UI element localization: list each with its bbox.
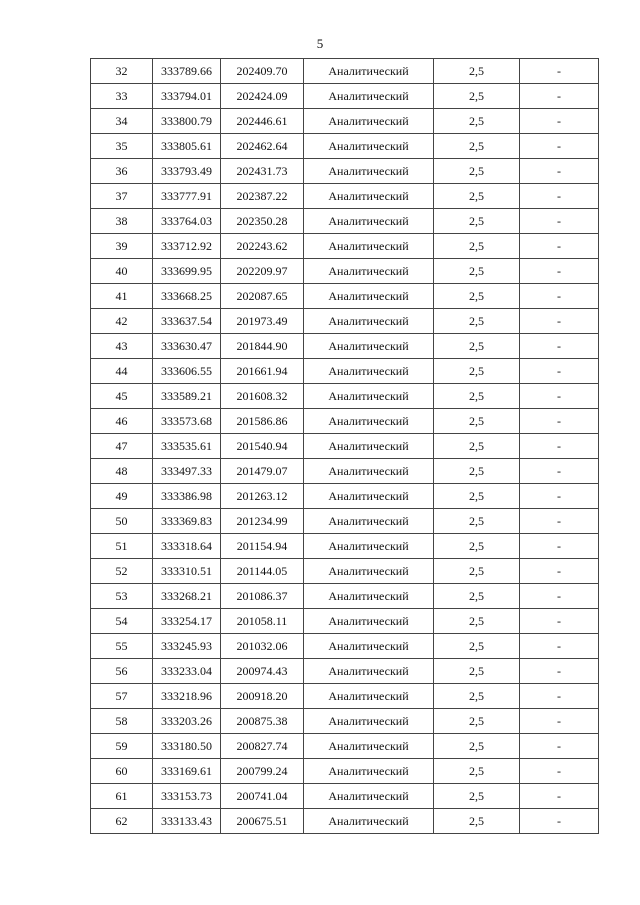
point-number-cell: 42 (91, 309, 153, 334)
accuracy-cell: 2,5 (434, 334, 520, 359)
table-row (91, 334, 599, 359)
point-number-cell: 62 (91, 809, 153, 834)
note-cell: - (520, 284, 599, 309)
method-cell: Аналитический (304, 634, 434, 659)
point-number-cell: 50 (91, 509, 153, 534)
point-number-cell: 36 (91, 159, 153, 184)
method-cell: Аналитический (304, 559, 434, 584)
note-cell: - (520, 309, 599, 334)
point-number-cell: 59 (91, 734, 153, 759)
table-row (91, 534, 599, 559)
accuracy-cell: 2,5 (434, 709, 520, 734)
y-coordinate-cell: 200741.04 (221, 784, 304, 809)
method-cell: Аналитический (304, 359, 434, 384)
table-row (91, 259, 599, 284)
x-coordinate-cell: 333497.33 (153, 459, 221, 484)
table-row (91, 684, 599, 709)
y-coordinate-cell: 201058.11 (221, 609, 304, 634)
y-coordinate-cell: 201234.99 (221, 509, 304, 534)
x-coordinate-cell: 333153.73 (153, 784, 221, 809)
x-coordinate-cell: 333764.03 (153, 209, 221, 234)
y-coordinate-cell: 201844.90 (221, 334, 304, 359)
x-coordinate-cell: 333793.49 (153, 159, 221, 184)
method-cell: Аналитический (304, 584, 434, 609)
note-cell: - (520, 659, 599, 684)
note-cell: - (520, 484, 599, 509)
y-coordinate-cell: 202424.09 (221, 84, 304, 109)
note-cell: - (520, 159, 599, 184)
y-coordinate-cell: 202446.61 (221, 109, 304, 134)
table-row (91, 284, 599, 309)
point-number-cell: 40 (91, 259, 153, 284)
y-coordinate-cell: 201479.07 (221, 459, 304, 484)
table-row (91, 459, 599, 484)
y-coordinate-cell: 202409.70 (221, 59, 304, 84)
note-cell: - (520, 134, 599, 159)
method-cell: Аналитический (304, 509, 434, 534)
note-cell: - (520, 434, 599, 459)
accuracy-cell: 2,5 (434, 509, 520, 534)
x-coordinate-cell: 333573.68 (153, 409, 221, 434)
accuracy-cell: 2,5 (434, 284, 520, 309)
method-cell: Аналитический (304, 434, 434, 459)
point-number-cell: 45 (91, 384, 153, 409)
point-number-cell: 53 (91, 584, 153, 609)
note-cell: - (520, 334, 599, 359)
point-number-cell: 39 (91, 234, 153, 259)
method-cell: Аналитический (304, 709, 434, 734)
point-number-cell: 60 (91, 759, 153, 784)
accuracy-cell: 2,5 (434, 234, 520, 259)
accuracy-cell: 2,5 (434, 384, 520, 409)
table-row (91, 134, 599, 159)
note-cell: - (520, 109, 599, 134)
method-cell: Аналитический (304, 759, 434, 784)
y-coordinate-cell: 201661.94 (221, 359, 304, 384)
y-coordinate-cell: 202209.97 (221, 259, 304, 284)
note-cell: - (520, 684, 599, 709)
table-row (91, 59, 599, 84)
point-number-cell: 38 (91, 209, 153, 234)
note-cell: - (520, 784, 599, 809)
point-number-cell: 51 (91, 534, 153, 559)
y-coordinate-cell: 200799.24 (221, 759, 304, 784)
x-coordinate-cell: 333777.91 (153, 184, 221, 209)
point-number-cell: 54 (91, 609, 153, 634)
point-number-cell: 49 (91, 484, 153, 509)
y-coordinate-cell: 202462.64 (221, 134, 304, 159)
point-number-cell: 34 (91, 109, 153, 134)
method-cell: Аналитический (304, 284, 434, 309)
point-number-cell: 57 (91, 684, 153, 709)
note-cell: - (520, 209, 599, 234)
page-number: 5 (316, 36, 324, 51)
note-cell: - (520, 459, 599, 484)
point-number-cell: 48 (91, 459, 153, 484)
x-coordinate-cell: 333318.64 (153, 534, 221, 559)
accuracy-cell: 2,5 (434, 734, 520, 759)
y-coordinate-cell: 201586.86 (221, 409, 304, 434)
method-cell: Аналитический (304, 159, 434, 184)
y-coordinate-cell: 202350.28 (221, 209, 304, 234)
point-number-cell: 35 (91, 134, 153, 159)
method-cell: Аналитический (304, 384, 434, 409)
x-coordinate-cell: 333369.83 (153, 509, 221, 534)
accuracy-cell: 2,5 (434, 434, 520, 459)
x-coordinate-cell: 333233.04 (153, 659, 221, 684)
accuracy-cell: 2,5 (434, 484, 520, 509)
accuracy-cell: 2,5 (434, 684, 520, 709)
accuracy-cell: 2,5 (434, 184, 520, 209)
note-cell: - (520, 59, 599, 84)
point-number-cell: 55 (91, 634, 153, 659)
accuracy-cell: 2,5 (434, 659, 520, 684)
accuracy-cell: 2,5 (434, 584, 520, 609)
method-cell: Аналитический (304, 409, 434, 434)
table-row (91, 759, 599, 784)
note-cell: - (520, 84, 599, 109)
note-cell: - (520, 709, 599, 734)
x-coordinate-cell: 333180.50 (153, 734, 221, 759)
note-cell: - (520, 809, 599, 834)
note-cell: - (520, 359, 599, 384)
accuracy-cell: 2,5 (434, 759, 520, 784)
y-coordinate-cell: 201263.12 (221, 484, 304, 509)
note-cell: - (520, 259, 599, 284)
y-coordinate-cell: 202087.65 (221, 284, 304, 309)
note-cell: - (520, 759, 599, 784)
y-coordinate-cell: 200875.38 (221, 709, 304, 734)
table-row (91, 809, 599, 834)
note-cell: - (520, 734, 599, 759)
point-number-cell: 43 (91, 334, 153, 359)
accuracy-cell: 2,5 (434, 159, 520, 184)
y-coordinate-cell: 202387.22 (221, 184, 304, 209)
note-cell: - (520, 559, 599, 584)
table-row (91, 734, 599, 759)
method-cell: Аналитический (304, 59, 434, 84)
y-coordinate-cell: 201032.06 (221, 634, 304, 659)
y-coordinate-cell: 201608.32 (221, 384, 304, 409)
accuracy-cell: 2,5 (434, 309, 520, 334)
method-cell: Аналитический (304, 459, 434, 484)
x-coordinate-cell: 333699.95 (153, 259, 221, 284)
x-coordinate-cell: 333712.92 (153, 234, 221, 259)
accuracy-cell: 2,5 (434, 59, 520, 84)
table-row (91, 559, 599, 584)
point-number-cell: 47 (91, 434, 153, 459)
x-coordinate-cell: 333218.96 (153, 684, 221, 709)
x-coordinate-cell: 333800.79 (153, 109, 221, 134)
accuracy-cell: 2,5 (434, 84, 520, 109)
x-coordinate-cell: 333794.01 (153, 84, 221, 109)
point-number-cell: 61 (91, 784, 153, 809)
method-cell: Аналитический (304, 684, 434, 709)
table-row (91, 784, 599, 809)
table-row (91, 159, 599, 184)
accuracy-cell: 2,5 (434, 559, 520, 584)
x-coordinate-cell: 333268.21 (153, 584, 221, 609)
x-coordinate-cell: 333668.25 (153, 284, 221, 309)
method-cell: Аналитический (304, 184, 434, 209)
y-coordinate-cell: 201086.37 (221, 584, 304, 609)
table-row (91, 184, 599, 209)
point-number-cell: 44 (91, 359, 153, 384)
y-coordinate-cell: 201973.49 (221, 309, 304, 334)
table-row (91, 709, 599, 734)
note-cell: - (520, 634, 599, 659)
table-row (91, 109, 599, 134)
table-row (91, 209, 599, 234)
point-number-cell: 52 (91, 559, 153, 584)
x-coordinate-cell: 333133.43 (153, 809, 221, 834)
table-row (91, 84, 599, 109)
method-cell: Аналитический (304, 484, 434, 509)
y-coordinate-cell: 200827.74 (221, 734, 304, 759)
point-number-cell: 32 (91, 59, 153, 84)
accuracy-cell: 2,5 (434, 259, 520, 284)
method-cell: Аналитический (304, 734, 434, 759)
point-number-cell: 46 (91, 409, 153, 434)
x-coordinate-cell: 333606.55 (153, 359, 221, 384)
accuracy-cell: 2,5 (434, 409, 520, 434)
accuracy-cell: 2,5 (434, 459, 520, 484)
accuracy-cell: 2,5 (434, 134, 520, 159)
y-coordinate-cell: 200918.20 (221, 684, 304, 709)
table-row (91, 634, 599, 659)
x-coordinate-cell: 333203.26 (153, 709, 221, 734)
method-cell: Аналитический (304, 109, 434, 134)
note-cell: - (520, 384, 599, 409)
y-coordinate-cell: 201154.94 (221, 534, 304, 559)
point-number-cell: 41 (91, 284, 153, 309)
point-number-cell: 33 (91, 84, 153, 109)
method-cell: Аналитический (304, 334, 434, 359)
note-cell: - (520, 509, 599, 534)
table-row (91, 409, 599, 434)
y-coordinate-cell: 202243.62 (221, 234, 304, 259)
y-coordinate-cell: 200675.51 (221, 809, 304, 834)
method-cell: Аналитический (304, 659, 434, 684)
accuracy-cell: 2,5 (434, 359, 520, 384)
method-cell: Аналитический (304, 309, 434, 334)
method-cell: Аналитический (304, 609, 434, 634)
y-coordinate-cell: 201144.05 (221, 559, 304, 584)
accuracy-cell: 2,5 (434, 534, 520, 559)
table-row (91, 384, 599, 409)
y-coordinate-cell: 200974.43 (221, 659, 304, 684)
x-coordinate-cell: 333589.21 (153, 384, 221, 409)
point-number-cell: 58 (91, 709, 153, 734)
x-coordinate-cell: 333245.93 (153, 634, 221, 659)
note-cell: - (520, 609, 599, 634)
table-row (91, 484, 599, 509)
method-cell: Аналитический (304, 84, 434, 109)
note-cell: - (520, 409, 599, 434)
table-row (91, 309, 599, 334)
y-coordinate-cell: 201540.94 (221, 434, 304, 459)
x-coordinate-cell: 333386.98 (153, 484, 221, 509)
method-cell: Аналитический (304, 809, 434, 834)
x-coordinate-cell: 333169.61 (153, 759, 221, 784)
point-number-cell: 56 (91, 659, 153, 684)
accuracy-cell: 2,5 (434, 109, 520, 134)
coordinates-table (90, 58, 599, 834)
accuracy-cell: 2,5 (434, 634, 520, 659)
x-coordinate-cell: 333630.47 (153, 334, 221, 359)
table-row (91, 359, 599, 384)
x-coordinate-cell: 333637.54 (153, 309, 221, 334)
table-row (91, 609, 599, 634)
table-row (91, 584, 599, 609)
method-cell: Аналитический (304, 134, 434, 159)
note-cell: - (520, 534, 599, 559)
table-body (91, 59, 599, 834)
accuracy-cell: 2,5 (434, 609, 520, 634)
method-cell: Аналитический (304, 209, 434, 234)
point-number-cell: 37 (91, 184, 153, 209)
x-coordinate-cell: 333805.61 (153, 134, 221, 159)
accuracy-cell: 2,5 (434, 784, 520, 809)
method-cell: Аналитический (304, 259, 434, 284)
note-cell: - (520, 234, 599, 259)
note-cell: - (520, 184, 599, 209)
method-cell: Аналитический (304, 534, 434, 559)
accuracy-cell: 2,5 (434, 809, 520, 834)
x-coordinate-cell: 333535.61 (153, 434, 221, 459)
table-row (91, 434, 599, 459)
method-cell: Аналитический (304, 234, 434, 259)
note-cell: - (520, 584, 599, 609)
x-coordinate-cell: 333310.51 (153, 559, 221, 584)
x-coordinate-cell: 333254.17 (153, 609, 221, 634)
x-coordinate-cell: 333789.66 (153, 59, 221, 84)
y-coordinate-cell: 202431.73 (221, 159, 304, 184)
table-row (91, 659, 599, 684)
method-cell: Аналитический (304, 784, 434, 809)
accuracy-cell: 2,5 (434, 209, 520, 234)
table-row (91, 234, 599, 259)
table-row (91, 509, 599, 534)
